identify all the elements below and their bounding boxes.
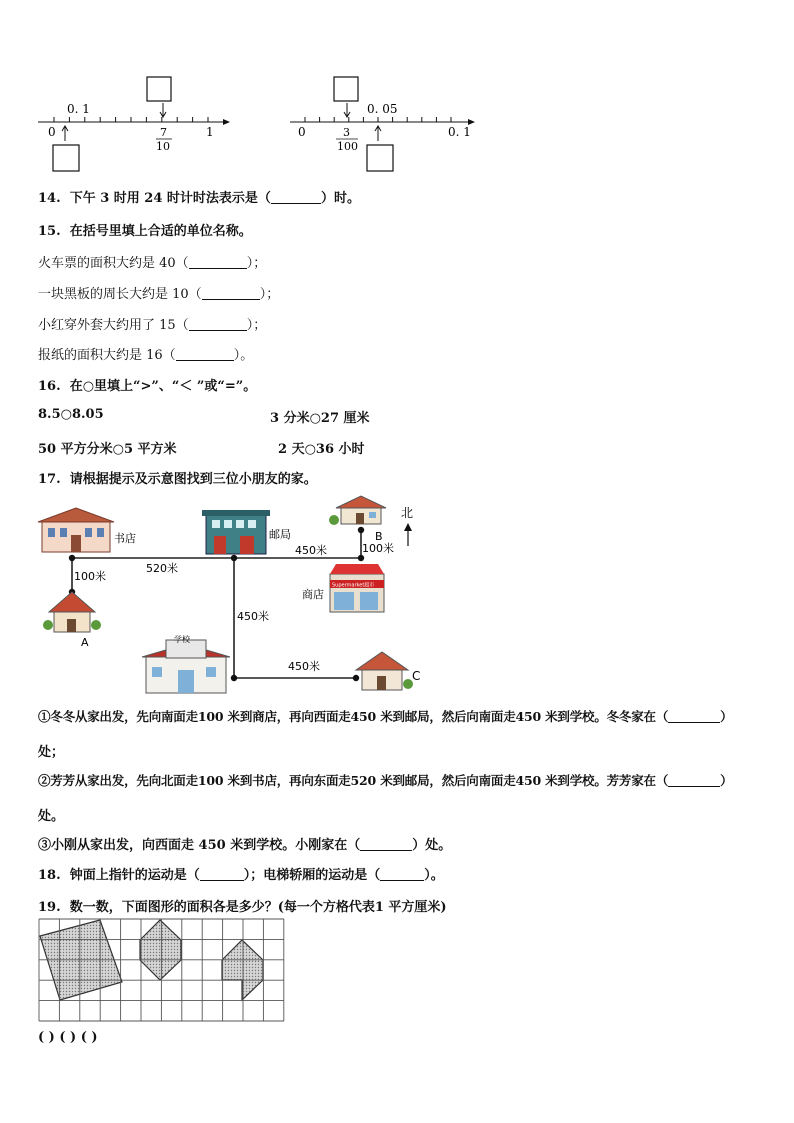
- q17-item-1: ①冬冬从家出发，先向南面走100 米到商店，再向西面走450 米到邮局，然后向南面走450 米到学校。冬冬家在（ ）: [38, 709, 733, 724]
- label-school: 学校: [174, 635, 190, 644]
- question-17: 17. 请根据提示及示意图找到三位小朋友的家。: [38, 472, 317, 487]
- question-16: 16. 在○里填上“>”、“＜ ”或“=”。: [38, 379, 257, 394]
- blank[interactable]: [668, 710, 720, 723]
- blank[interactable]: [189, 318, 247, 331]
- number-line-left: [30, 70, 250, 180]
- compare-item-4: 2 天○36 小时: [278, 442, 365, 457]
- blank[interactable]: [360, 838, 412, 851]
- label-house-c: C: [412, 669, 421, 683]
- blank[interactable]: [668, 774, 720, 787]
- tick-0: 0: [298, 125, 306, 139]
- frac-num: 3: [343, 126, 350, 139]
- tick-0: 0: [48, 125, 56, 139]
- blank[interactable]: [189, 256, 247, 269]
- compare-item-2: 3 分米○27 厘米: [270, 411, 370, 426]
- shop-icon: [330, 564, 384, 612]
- label-0-05: 0. 05: [367, 102, 398, 116]
- label-distance-520: 520米: [146, 562, 178, 575]
- grid-figures: [38, 918, 288, 1024]
- house-a-icon: [43, 592, 101, 632]
- label-distance-450-vert: 450米: [237, 610, 269, 623]
- q17-item-2: ②芳芳从家出发，先向北面走100 米到书店，再向东面走520 米到邮局，然后向南面走450 米到学校。芳芳家在（ ）: [38, 773, 733, 788]
- question-18: 18. 钟面上指针的运动是（ ）；电梯轿厢的运动是（ ）。: [38, 868, 444, 883]
- compare-item-1: 8.5○8.05: [38, 407, 104, 422]
- tick-1: 1: [206, 125, 214, 139]
- q15-line-3: 小红穿外套大约用了 15（ ）；: [38, 318, 267, 333]
- question-14: 14. 下午 3 时用 24 时计时法表示是（ ）时。: [38, 191, 360, 206]
- post-office-icon: [202, 510, 270, 554]
- north-arrow-icon: [404, 523, 412, 546]
- blank[interactable]: [200, 868, 244, 881]
- answer-box-bottom[interactable]: [53, 145, 79, 171]
- label-distance-450-top: 450米: [295, 544, 327, 557]
- bookstore-icon: [38, 508, 114, 552]
- label-house-b: B: [375, 530, 383, 543]
- answer-box-top[interactable]: [147, 77, 171, 101]
- shop-sign: Supermarket超市: [332, 582, 375, 589]
- map-diagram: [36, 492, 446, 697]
- label-distance-450-c: 450米: [288, 660, 320, 673]
- school-icon: [142, 640, 230, 693]
- label-distance-100-a: 100米: [74, 570, 106, 583]
- frac-den: 100: [337, 140, 358, 153]
- label-distance-100-b: 100米: [362, 542, 394, 555]
- label-north: 北: [401, 506, 414, 520]
- q15-line-4: 报纸的面积大约是 16（ ）。: [38, 348, 254, 363]
- q17-item-1-end: 处；: [38, 745, 65, 760]
- question-19: 19. 数一数，下面图形的面积各是多少？(每一个方格代表1 平方厘米): [38, 900, 447, 915]
- blank[interactable]: [176, 348, 234, 361]
- frac-den: 10: [156, 140, 170, 153]
- q19-answers: ( ) ( ) ( ): [38, 1030, 98, 1045]
- q15-line-1: 火车票的面积大约是 40（ ）；: [38, 256, 267, 271]
- label-shop: 商店: [302, 588, 324, 601]
- q17-item-2-end: 处。: [38, 809, 65, 824]
- house-b-icon: [329, 496, 386, 525]
- figure-3: [222, 940, 263, 1000]
- figure-2: [140, 920, 181, 980]
- blank[interactable]: [271, 191, 321, 204]
- frac-num: 7: [160, 126, 167, 139]
- compare-item-3: 50 平方分米○5 平方米: [38, 442, 177, 457]
- question-15: 15. 在括号里填上合适的单位名称。: [38, 224, 252, 239]
- label-0-1: 0. 1: [67, 102, 90, 116]
- q15-line-2: 一块黑板的周长大约是 10（ ）；: [38, 287, 280, 302]
- blank[interactable]: [380, 868, 424, 881]
- q17-item-3: ③小刚从家出发，向西面走 450 米到学校。小刚家在（ ）处。: [38, 838, 452, 853]
- tick-0-1: 0. 1: [448, 125, 471, 139]
- house-c-icon: [356, 652, 413, 690]
- answer-box-top[interactable]: [334, 77, 358, 101]
- blank[interactable]: [202, 287, 260, 300]
- label-house-a: A: [81, 636, 89, 649]
- label-bookstore: 书店: [114, 532, 136, 545]
- number-line-right: [285, 70, 485, 180]
- label-post-office: 邮局: [269, 528, 291, 541]
- answer-box-bottom[interactable]: [367, 145, 393, 171]
